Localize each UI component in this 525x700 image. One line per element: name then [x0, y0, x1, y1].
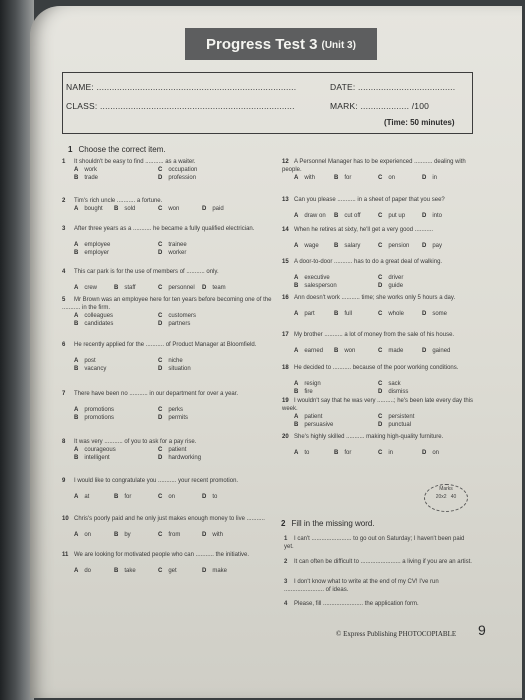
- answer-option: D on: [422, 450, 440, 456]
- answer-option: B persuasive: [294, 422, 334, 428]
- answer-option: C patient: [158, 447, 187, 453]
- answer-option: C personnel: [158, 285, 195, 291]
- question-number: 2: [62, 198, 66, 204]
- answer-option: B trade: [74, 175, 99, 181]
- mark-field: MARK: ................... /100: [330, 101, 430, 111]
- answer-option: D pay: [422, 243, 443, 249]
- answer-option: D profession: [158, 175, 197, 181]
- marks-stamp: Marks 20x2 40: [424, 484, 468, 512]
- question-item: [62, 341, 272, 349]
- answer-option: A promotions: [74, 407, 115, 413]
- answer-option: C occupation: [158, 167, 198, 173]
- answer-option: A on: [74, 532, 92, 538]
- answer-option: A to: [294, 450, 310, 456]
- question-item: [282, 226, 474, 234]
- question-item: [62, 197, 272, 205]
- answer-option: B fire: [294, 389, 313, 395]
- answer-option: A part: [294, 311, 315, 317]
- question-item: [282, 433, 474, 441]
- question-number: 19: [282, 398, 289, 404]
- answer-option: D worker: [158, 250, 187, 256]
- question-number: 13: [282, 197, 289, 203]
- answer-option: D guide: [378, 283, 404, 289]
- answer-option: C made: [378, 348, 404, 354]
- question-item: [62, 296, 272, 312]
- question-number: 15: [282, 259, 289, 265]
- answer-option: A patient: [294, 414, 323, 420]
- answer-option: D with: [202, 532, 224, 538]
- section-2-title: 2 Fill in the missing word.: [281, 519, 375, 528]
- answer-option: B full: [334, 311, 353, 317]
- question-text: Chris's poorly paid and he only just makes enough money to live ...........: [74, 516, 265, 522]
- answer-option: B salary: [334, 243, 361, 249]
- question-text: I wouldn't say that he was very ..........; he's been late every day this week.: [282, 398, 474, 412]
- answer-option: C driver: [378, 275, 404, 281]
- answer-option: B won: [334, 348, 356, 354]
- answer-option: C pension: [378, 243, 410, 249]
- answer-option: B candidates: [74, 321, 114, 327]
- question-item: [62, 390, 272, 398]
- question-text: I would like to congratulate you ........... your recent promotion.: [74, 478, 239, 484]
- date-field: DATE: ......................................: [330, 82, 456, 92]
- question-item: [282, 258, 474, 266]
- fill-in-number: 4: [284, 601, 288, 607]
- question-number: 9: [62, 478, 66, 484]
- answer-option: C get: [158, 568, 177, 574]
- answer-option: C put up: [378, 213, 406, 219]
- answer-option: C trainee: [158, 242, 187, 248]
- answer-option: B vacancy: [74, 366, 107, 372]
- question-number: 14: [282, 227, 289, 233]
- answer-option: D dismiss: [378, 389, 409, 395]
- answer-option: B for: [114, 494, 132, 500]
- question-item: [282, 331, 474, 339]
- answer-option: B for: [334, 175, 352, 181]
- question-text: Ann doesn't work ........... time; she works only 5 hours a day.: [294, 295, 456, 301]
- question-item: [62, 225, 272, 233]
- question-number: 1: [62, 159, 66, 165]
- fill-in-text: Please, fill ........................ the application form.: [294, 601, 419, 607]
- answer-option: C sack: [378, 381, 401, 387]
- question-item: [282, 158, 474, 174]
- answer-option: C in: [378, 450, 394, 456]
- fill-in-line: [284, 578, 474, 594]
- page-number: 9: [478, 622, 486, 638]
- question-number: 3: [62, 226, 66, 232]
- question-text: Can you please ........... in a sheet of paper that you see?: [294, 197, 445, 203]
- question-number: 5: [62, 297, 66, 303]
- test-unit: (Unit 3): [321, 39, 356, 51]
- answer-option: A employee: [74, 242, 111, 248]
- section-1-title: 1 Choose the correct item.: [68, 145, 166, 154]
- fill-in-line: [284, 600, 474, 608]
- answer-option: A draw on: [294, 213, 326, 219]
- answer-option: C on: [158, 494, 176, 500]
- question-number: 10: [62, 516, 69, 522]
- question-number: 6: [62, 342, 66, 348]
- question-number: 17: [282, 332, 289, 338]
- answer-option: B take: [114, 568, 136, 574]
- question-text: A door-to-door ........... has to do a great deal of walking.: [294, 259, 443, 265]
- answer-option: A courageous: [74, 447, 116, 453]
- answer-option: A do: [74, 568, 92, 574]
- fill-in-number: 2: [284, 559, 288, 565]
- question-text: He recently applied for the ........... of Product Manager at Bloomfield.: [74, 342, 257, 348]
- answer-option: C won: [158, 206, 180, 212]
- answer-option: B for: [334, 450, 352, 456]
- question-text: She's highly skilled ........... making high-quality furniture.: [294, 434, 444, 440]
- answer-option: B employer: [74, 250, 110, 256]
- question-text: After three years as a ........... he became a fully qualified electrician.: [74, 226, 255, 232]
- answer-option: A work: [74, 167, 98, 173]
- fill-in-text: I can't ........................ to go out on Saturday; I haven't been paid yet.: [284, 536, 465, 550]
- question-text: He decided to ........... because of the poor working conditions.: [294, 365, 459, 371]
- answer-option: D into: [422, 213, 443, 219]
- question-item: [282, 196, 474, 204]
- answer-option: A crew: [74, 285, 98, 291]
- question-text: A Personnel Manager has to be experienced ........... dealing with people.: [282, 159, 466, 173]
- answer-option: B sold: [114, 206, 136, 212]
- question-text: This car park is for the use of members of ........... only.: [74, 269, 219, 275]
- question-number: 16: [282, 295, 289, 301]
- question-number: 4: [62, 269, 66, 275]
- question-text: Tim's rich uncle ........... a fortune.: [74, 198, 163, 204]
- fill-in-text: I don't know what to write at the end of my CV! I've run ........................ of ideas.: [284, 579, 439, 593]
- answer-option: B promotions: [74, 415, 115, 421]
- answer-option: B intelligent: [74, 455, 110, 461]
- question-item: [282, 294, 474, 302]
- answer-option: A colleagues: [74, 313, 114, 319]
- question-text: When he retires at sixty, he'll get a very good ...........: [294, 227, 434, 233]
- answer-option: A earned: [294, 348, 324, 354]
- answer-option: C whole: [378, 311, 405, 317]
- answer-option: A wage: [294, 243, 319, 249]
- answer-option: A with: [294, 175, 316, 181]
- question-number: 8: [62, 439, 66, 445]
- time-limit: (Time: 50 minutes): [384, 118, 455, 127]
- answer-option: A post: [74, 358, 96, 364]
- publisher-footer: © Express Publishing PHOTOCOPIABLE: [336, 630, 457, 638]
- question-item: [62, 551, 272, 559]
- answer-option: C customers: [158, 313, 197, 319]
- question-text: My brother ........... a lot of money from the sale of his house.: [294, 332, 455, 338]
- fill-in-number: 3: [284, 579, 288, 585]
- book-spine: [0, 0, 34, 700]
- question-number: 12: [282, 159, 289, 165]
- question-text: There have been no ........... in our department for over a year.: [74, 391, 239, 397]
- answer-option: B by: [114, 532, 131, 538]
- answer-option: D partners: [158, 321, 191, 327]
- answer-option: B salesperson: [294, 283, 337, 289]
- answer-option: B staff: [114, 285, 136, 291]
- name-field: NAME: ..............................................................................: [66, 82, 297, 92]
- class-field: CLASS: ............................................................................: [66, 101, 295, 111]
- question-item: [282, 364, 474, 372]
- answer-option: D permits: [158, 415, 189, 421]
- answer-option: D situation: [158, 366, 191, 372]
- question-text: It shouldn't be easy to find ........... as a waiter.: [74, 159, 196, 165]
- answer-option: A executive: [294, 275, 330, 281]
- question-text: Mr Brown was an employee here for ten years before becoming one of the ........... in the firm.: [62, 297, 272, 311]
- answer-option: D paid: [202, 206, 224, 212]
- question-item: [62, 515, 272, 523]
- answer-option: A bought: [74, 206, 103, 212]
- question-number: 7: [62, 391, 66, 397]
- answer-option: C persistent: [378, 414, 415, 420]
- answer-option: A resign: [294, 381, 321, 387]
- question-item: [62, 477, 272, 485]
- fill-in-line: [284, 535, 474, 551]
- test-title: Progress Test 3: [206, 35, 318, 53]
- answer-option: C on: [378, 175, 396, 181]
- question-item: [62, 268, 272, 276]
- fill-in-number: 1: [284, 536, 288, 542]
- answer-option: D team: [202, 285, 226, 291]
- answer-option: A at: [74, 494, 90, 500]
- question-item: [62, 158, 272, 166]
- question-text: We are looking for motivated people who can ........... the initiative.: [74, 552, 249, 558]
- answer-option: D gained: [422, 348, 451, 354]
- answer-option: C niche: [158, 358, 183, 364]
- answer-option: D hardworking: [158, 455, 202, 461]
- answer-option: D punctual: [378, 422, 412, 428]
- question-number: 11: [62, 552, 69, 558]
- answer-option: C perks: [158, 407, 184, 413]
- question-text: It was very ........... of you to ask for a pay rise.: [74, 439, 197, 445]
- answer-option: D in: [422, 175, 438, 181]
- fill-in-line: [284, 558, 474, 566]
- question-number: 18: [282, 365, 289, 371]
- answer-option: B cut off: [334, 213, 361, 219]
- answer-option: D to: [202, 494, 218, 500]
- question-number: 20: [282, 434, 289, 440]
- test-title-band: [185, 28, 377, 60]
- question-item: [62, 438, 272, 446]
- fill-in-text: It can often be difficult to ........................ a living if you are an artist.: [294, 559, 472, 565]
- answer-option: D some: [422, 311, 448, 317]
- question-item: [282, 397, 474, 413]
- answer-option: D make: [202, 568, 228, 574]
- answer-option: C from: [158, 532, 181, 538]
